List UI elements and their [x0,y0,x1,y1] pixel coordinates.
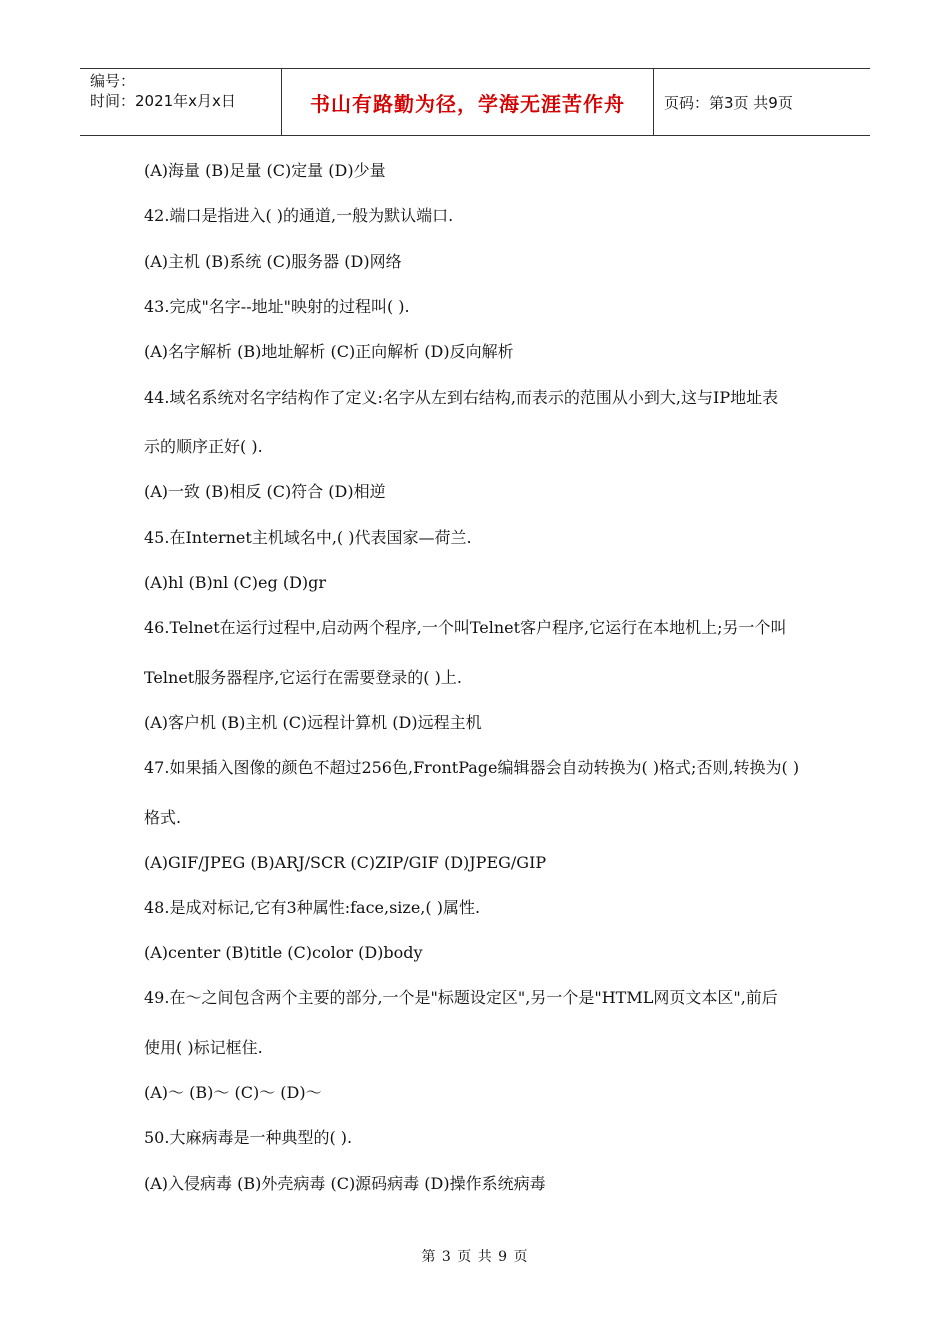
question-47-cont: 格式. [144,808,182,827]
question-42: 42.端口是指进入( )的通道,一般为默认端口. [144,206,454,225]
question-43: 43.完成"名字--地址"映射的过程叫( ). [144,297,410,316]
header-motto [282,69,654,135]
answer-options-49: (A)～ (B)～ (C)～ (D)～ [144,1083,322,1102]
answer-options-50: (A)入侵病毒 (B)外壳病毒 (C)源码病毒 (D)操作系统病毒 [144,1174,546,1193]
serial-label: 编号： [90,72,136,90]
answer-options-44: (A)一致 (B)相反 (C)符合 (D)相逆 [144,482,386,501]
question-46-cont: Telnet服务器程序,它运行在需要登录的( )上. [144,668,462,687]
answer-options: (A)海量 (B)足量 (C)定量 (D)少量 [144,161,386,180]
answer-options-43: (A)名字解析 (B)地址解析 (C)正向解析 (D)反向解析 [144,342,514,361]
answer-options-42: (A)主机 (B)系统 (C)服务器 (D)网络 [144,252,402,271]
question-47: 47.如果插入图像的颜色不超过256色,FrontPage编辑器会自动转换为( )格式;否则,转换为( ) [144,758,800,777]
header-page [654,69,870,135]
header-meta [80,69,282,135]
question-44-cont: 示的顺序正好( ). [144,437,263,456]
question-50: 50.大麻病毒是一种典型的( ). [144,1128,353,1147]
answer-options-48: (A)center (B)title (C)color (D)body [144,943,423,962]
question-48: 48.是成对标记,它有3种属性:face,size,( )属性. [144,898,481,917]
question-45: 45.在Internet主机域名中,( )代表国家—荷兰. [144,528,472,547]
answer-options-47: (A)GIF/JPEG (B)ARJ/SCR (C)ZIP/GIF (D)JPEG/GIP [144,853,547,872]
question-49-cont: 使用( )标记框住. [144,1038,263,1057]
question-44: 44.域名系统对名字结构作了定义:名字从左到右结构,而表示的范围从小到大,这与IP地址表 [144,388,779,407]
page-label: 页码：第3页 共9页 [664,93,793,112]
question-46: 46.Telnet在运行过程中,启动两个程序,一个叫Telnet客户程序,它运行在本地机上;另一个叫 [144,618,787,637]
answer-options-46: (A)客户机 (B)主机 (C)远程计算机 (D)远程主机 [144,713,482,732]
answer-options-45: (A)hl (B)nl (C)eg (D)gr [144,573,327,592]
page-footer: 第 3 页 共 9 页 [421,1249,529,1265]
question-49: 49.在～之间包含两个主要的部分,一个是"标题设定区",另一个是"HTML网页文本区",前后 [144,988,778,1007]
motto-text: 书山有路勤为径，学海无涯苦作舟 [310,91,625,116]
date-label: 时间：2021年x月x日 [90,92,236,110]
page-header [80,68,870,136]
